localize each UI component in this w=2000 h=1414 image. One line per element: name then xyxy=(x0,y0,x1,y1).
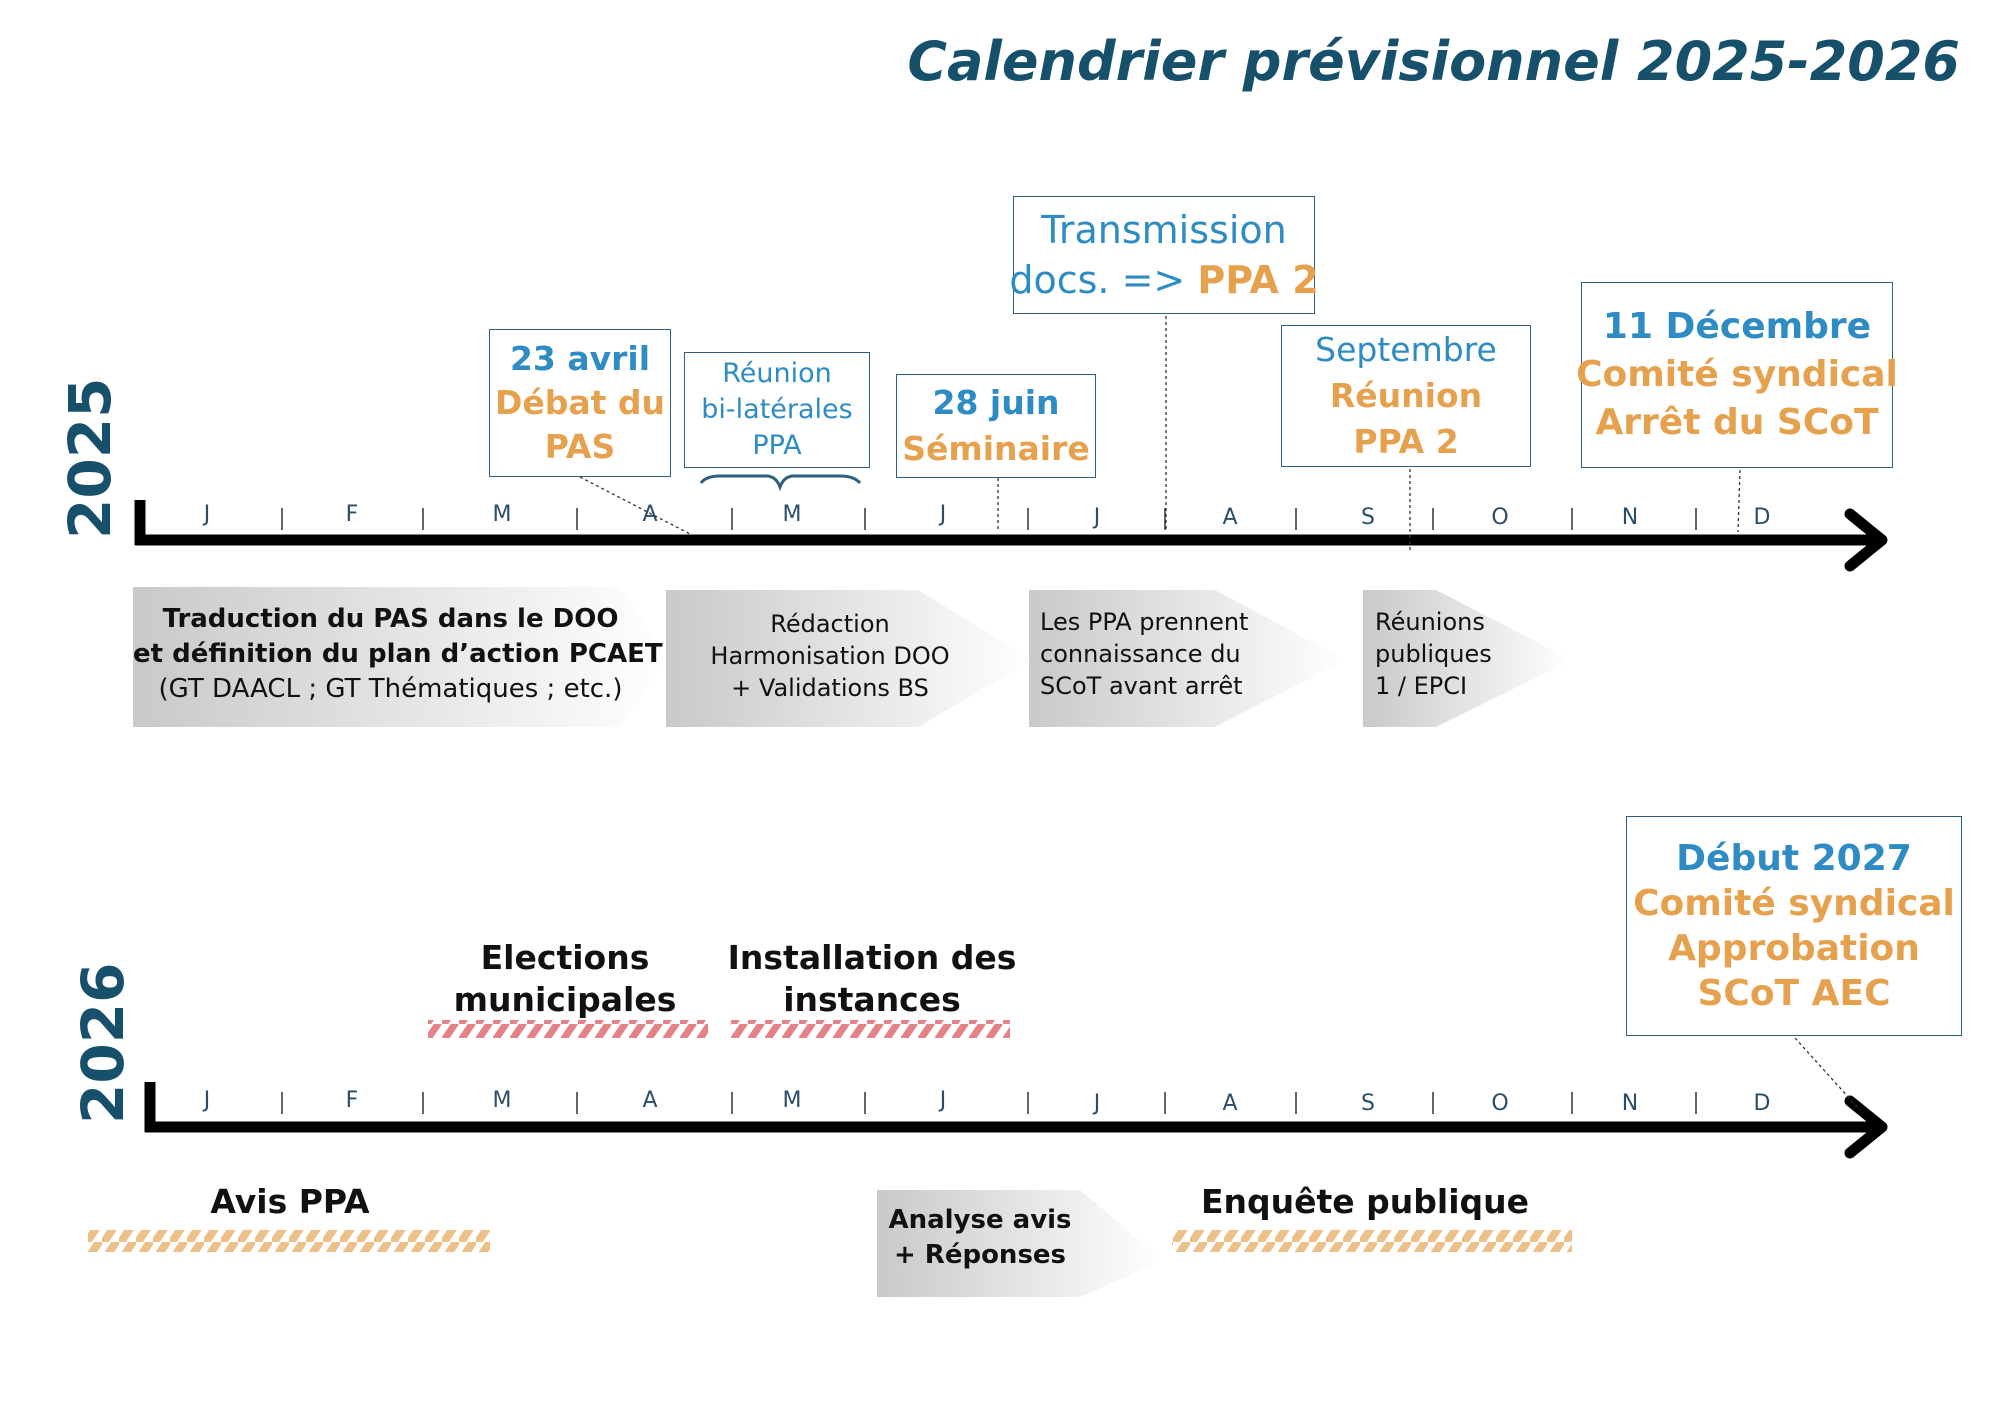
month-label: M xyxy=(782,502,802,527)
milestone-date: Début 2027 xyxy=(1676,838,1912,879)
milestone-date: 23 avril xyxy=(509,339,651,378)
month-label: A xyxy=(642,502,658,527)
phase-line: et définition du plan d’action PCAET xyxy=(133,639,663,669)
month-labels-2025 xyxy=(202,502,1771,530)
milestone-box-septembre xyxy=(1281,325,1531,467)
event-line: Installation des xyxy=(727,938,1017,977)
milestone-box-11-decembre xyxy=(1576,282,1898,468)
month-label: O xyxy=(1491,505,1509,530)
milestone-title: SCoT AEC xyxy=(1697,973,1891,1014)
month-label: O xyxy=(1491,1091,1509,1116)
month-label: A xyxy=(1222,1091,1238,1116)
phase-ppa-connaissance xyxy=(1040,606,1300,702)
year-label-2025: 2025 xyxy=(56,377,124,539)
milestone-title: bi-latérales xyxy=(701,394,853,425)
hatch-bar-avis-ppa xyxy=(88,1230,490,1252)
month-label: F xyxy=(345,502,359,527)
milestone-box-debut-2027 xyxy=(1626,816,1962,1036)
phase-line: 1 / EPCI xyxy=(1375,672,1468,700)
milestone-title: PAS xyxy=(544,427,616,466)
month-label: D xyxy=(1753,505,1771,530)
milestone-title: Approbation xyxy=(1668,928,1920,969)
month-label: J xyxy=(939,502,947,527)
month-label: N xyxy=(1621,1091,1639,1116)
page-title: Calendrier prévisionnel 2025-2026 xyxy=(907,30,1960,93)
event-elections xyxy=(440,937,690,1021)
milestone-title: Réunion xyxy=(722,358,832,389)
phase-line: publiques xyxy=(1375,640,1492,668)
milestone-subtitle: docs. => xyxy=(1009,258,1198,302)
month-label: N xyxy=(1621,505,1639,530)
month-label: A xyxy=(1222,505,1238,530)
phase-line: + Réponses xyxy=(893,1240,1067,1270)
milestone-title: Débat du xyxy=(494,383,666,422)
phase-line: + Validations BS xyxy=(731,674,929,702)
milestone-title: Réunion xyxy=(1329,376,1483,415)
milestone-title: PPA 2 xyxy=(1353,422,1459,461)
milestone-date: 11 Décembre xyxy=(1602,306,1872,347)
milestone-box-transmission xyxy=(1009,196,1319,314)
axis-2026 xyxy=(145,1082,1882,1153)
month-label: J xyxy=(1093,505,1101,530)
hatch-bar-elections xyxy=(428,1020,708,1038)
month-label: J xyxy=(203,502,211,527)
phase-line: Analyse avis xyxy=(888,1205,1072,1235)
month-label: S xyxy=(1361,505,1375,530)
phase-analyse-avis xyxy=(880,1203,1080,1273)
month-label: J xyxy=(1093,1091,1101,1116)
month-label: J xyxy=(939,1088,947,1113)
phase-line: (GT DAACL ; GT Thématiques ; etc.) xyxy=(158,674,623,704)
brace-icon xyxy=(701,476,860,487)
phase-line: Harmonisation DOO xyxy=(710,642,950,670)
phase-redaction xyxy=(700,608,960,704)
event-line: instances xyxy=(783,980,961,1019)
event-installation xyxy=(727,937,1017,1021)
phase-line: SCoT avant arrêt xyxy=(1040,672,1243,700)
month-label: S xyxy=(1361,1091,1375,1116)
milestone-box-23-avril xyxy=(489,329,671,477)
milestone-box-28-juin xyxy=(896,374,1096,478)
hatch-bar-enquete xyxy=(1172,1230,1572,1252)
phase-avis-ppa: Avis PPA xyxy=(210,1182,370,1221)
event-line: municipales xyxy=(453,980,677,1019)
month-label: F xyxy=(345,1088,359,1113)
phase-line: Rédaction xyxy=(770,610,890,638)
phase-line: Réunions xyxy=(1375,608,1485,636)
phase-enquete-publique: Enquête publique xyxy=(1200,1182,1530,1221)
milestone-title: Comité syndical xyxy=(1576,354,1898,395)
month-label: M xyxy=(492,1088,512,1113)
hatch-bar-installation xyxy=(730,1020,1010,1038)
connector-23-avril xyxy=(580,477,690,534)
month-labels-2026 xyxy=(202,1088,1771,1116)
year-label-2026: 2026 xyxy=(69,962,137,1124)
phase-line: connaissance du xyxy=(1040,640,1241,668)
phase-traduction xyxy=(133,602,663,707)
milestone-title: Séminaire xyxy=(902,429,1090,468)
connector-11-decembre xyxy=(1738,470,1740,532)
milestone-box-reunion-bilaterales xyxy=(684,352,870,468)
milestone-date: 28 juin xyxy=(932,383,1060,422)
month-label: M xyxy=(782,1088,802,1113)
milestone-date: Septembre xyxy=(1315,330,1497,369)
milestone-title: Transmission xyxy=(1041,208,1287,252)
phase-reunions-publiques xyxy=(1375,606,1575,702)
milestone-title: Comité syndical xyxy=(1633,883,1955,924)
milestone-title: PPA xyxy=(752,430,802,461)
milestone-title: Arrêt du SCoT xyxy=(1595,402,1879,443)
phase-line: Traduction du PAS dans le DOO xyxy=(162,604,619,634)
phase-line: Les PPA prennent xyxy=(1040,608,1249,636)
month-label: M xyxy=(492,502,512,527)
event-line: Elections xyxy=(480,938,650,977)
month-label: D xyxy=(1753,1091,1771,1116)
month-label: J xyxy=(203,1088,211,1113)
axis-2025 xyxy=(135,500,1882,566)
month-label: A xyxy=(642,1088,658,1113)
milestone-target: PPA 2 xyxy=(1197,258,1319,302)
